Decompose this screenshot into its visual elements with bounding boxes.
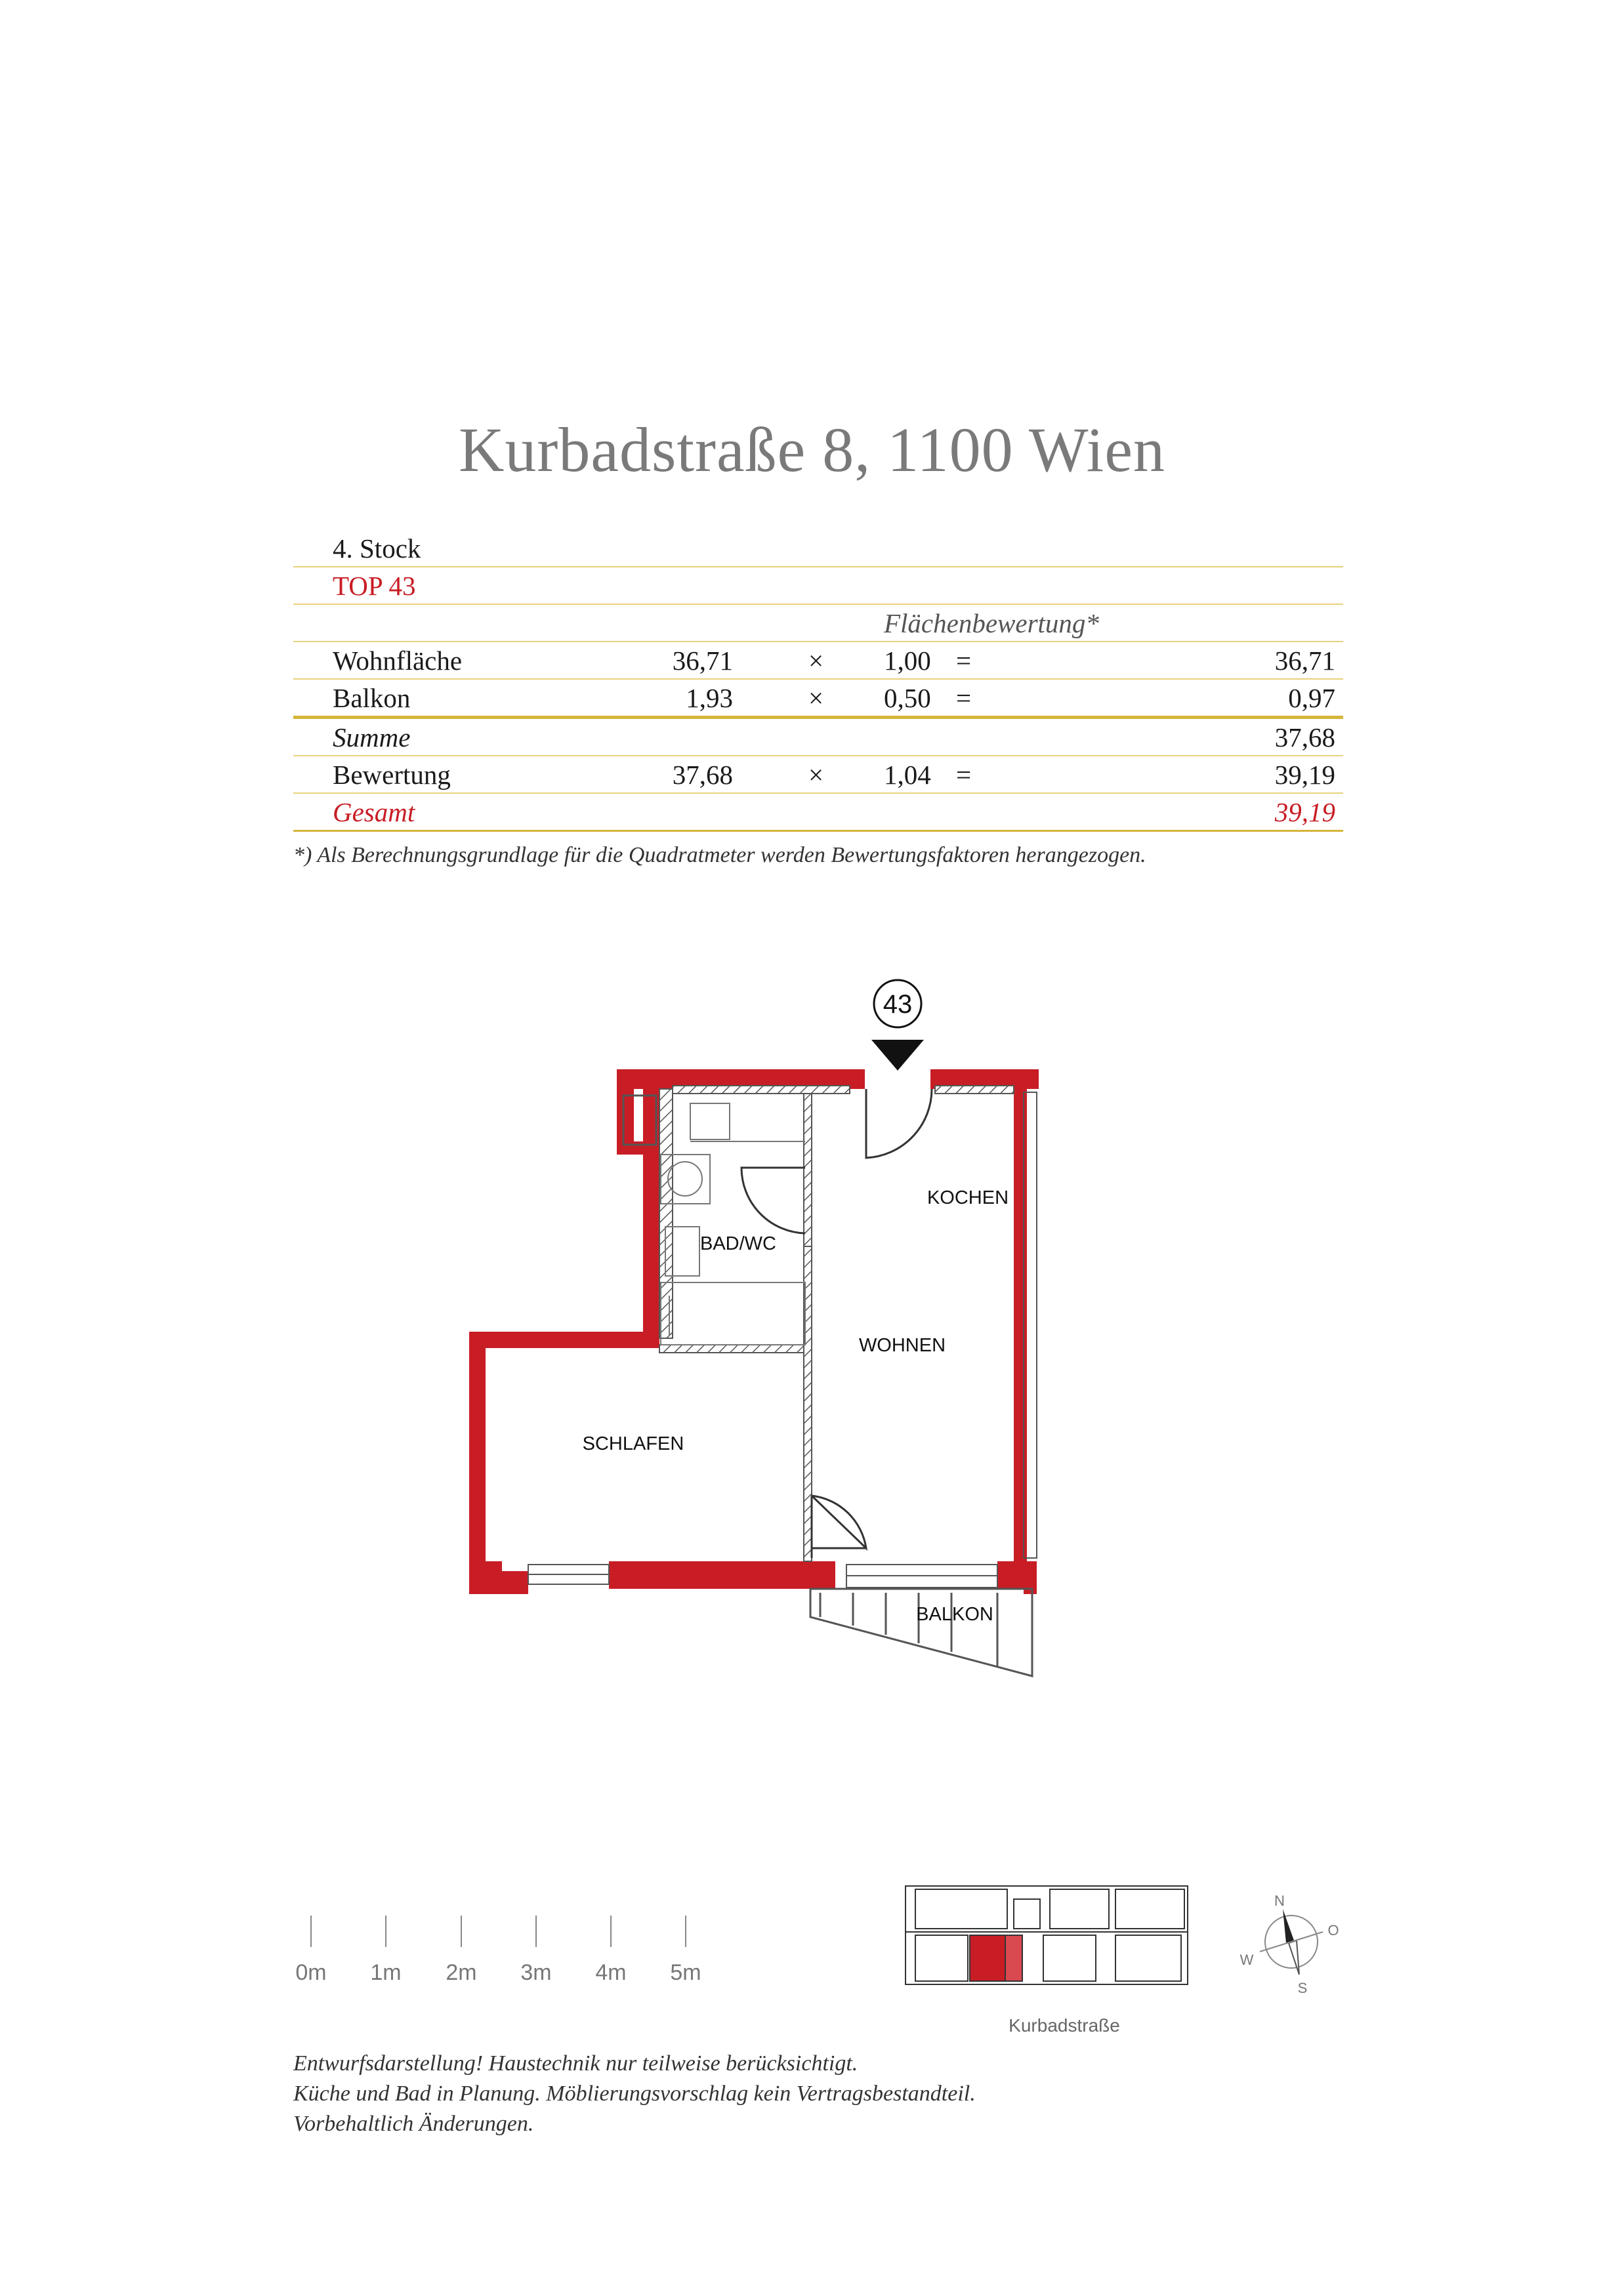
scale-tick (610, 1916, 612, 1947)
rating-header: Flächenbewertung* (884, 608, 1099, 638)
entrance-door (866, 1089, 932, 1158)
room-label-living: WOHNEN (858, 1335, 946, 1356)
row-result: 36,71 (1274, 646, 1335, 676)
scale-label: 3m (520, 1960, 552, 1985)
washbasin-icon (690, 1103, 730, 1139)
total-result: 39,19 (1274, 797, 1335, 827)
times-sign: × (808, 760, 824, 790)
room-label-balcony: BALKON (916, 1604, 993, 1625)
scale-tick (385, 1916, 386, 1947)
bathroom-door (741, 1168, 805, 1233)
row-result: 0,97 (1288, 683, 1335, 713)
total-label: Gesamt (333, 797, 415, 827)
compass-west: W (1239, 1952, 1254, 1968)
disclaimer-line: Küche und Bad in Planung. Möblierungsvorschlag kein Vertragsbestandteil. (293, 2081, 976, 2106)
compass-south: S (1297, 1980, 1308, 1996)
bathroom-fixtures (661, 1103, 805, 1345)
room-label-bath: BAD/WC (700, 1233, 776, 1254)
bedroom-door (812, 1496, 866, 1548)
times-sign: × (808, 683, 824, 713)
footnote: *) Als Berechnungsgrundlage für die Quadratmeter werden Bewertungsfaktoren herangezogen. (293, 843, 1146, 867)
equals-sign: = (956, 646, 972, 676)
interior-walls (659, 1086, 1014, 1561)
room-label-bedroom: SCHLAFEN (582, 1433, 684, 1454)
shower-area (661, 1282, 805, 1345)
sum-label: Summe (333, 722, 411, 752)
unit-highlight (970, 1935, 1005, 1981)
scale-label: 5m (670, 1960, 701, 1985)
exterior-walls (469, 1069, 1039, 1594)
disclaimer (293, 2049, 976, 2139)
rating-value: 37,68 (672, 760, 733, 790)
row-label: Balkon (333, 683, 411, 713)
entrance-number: 43 (883, 990, 913, 1019)
compass-icon (1240, 1893, 1339, 1996)
rating-result: 39,19 (1274, 760, 1335, 790)
equals-sign: = (956, 760, 972, 790)
row-value: 1,93 (686, 683, 733, 713)
street-label: Kurbadstraße (1009, 2015, 1120, 2036)
scale-tick (310, 1916, 312, 1947)
disclaimer-line: Vorbehaltlich Änderungen. (293, 2112, 534, 2136)
scale-bar (289, 1916, 715, 1988)
scale-label: 4m (595, 1960, 627, 1985)
sum-result: 37,68 (1274, 722, 1335, 752)
rating-label: Bewertung (333, 760, 451, 790)
scale-label: 1m (370, 1960, 402, 1985)
balcony (810, 1589, 1032, 1676)
scale-tick (461, 1916, 462, 1947)
floor-label: 4. Stock (333, 533, 421, 564)
entrance-marker (871, 980, 924, 1071)
room-label-kitchen: KOCHEN (927, 1187, 1009, 1208)
page-title: Kurbadstraße 8, 1100 Wien (459, 415, 1165, 485)
site-overview-map (906, 1886, 1188, 1984)
row-factor: 1,00 (884, 646, 931, 676)
rating-factor: 1,04 (884, 760, 931, 790)
entrance-arrow-icon (871, 1040, 924, 1071)
disclaimer-line: Entwurfsdarstellung! Haustechnik nur teilweise berücksichtigt. (293, 2051, 858, 2076)
scale-tick (685, 1916, 686, 1947)
times-sign: × (808, 646, 824, 676)
row-value: 36,71 (672, 646, 733, 676)
row-label: Wohnfläche (333, 646, 463, 676)
scale-label: 0m (295, 1960, 327, 1985)
unit-label: TOP 43 (333, 571, 416, 601)
doors (741, 1089, 932, 1558)
row-factor: 0,50 (884, 683, 931, 713)
scale-tick (535, 1916, 537, 1947)
scale-label: 2m (446, 1960, 477, 1985)
compass-east: O (1327, 1922, 1339, 1938)
equals-sign: = (956, 683, 972, 713)
compass-north: N (1274, 1893, 1285, 1909)
